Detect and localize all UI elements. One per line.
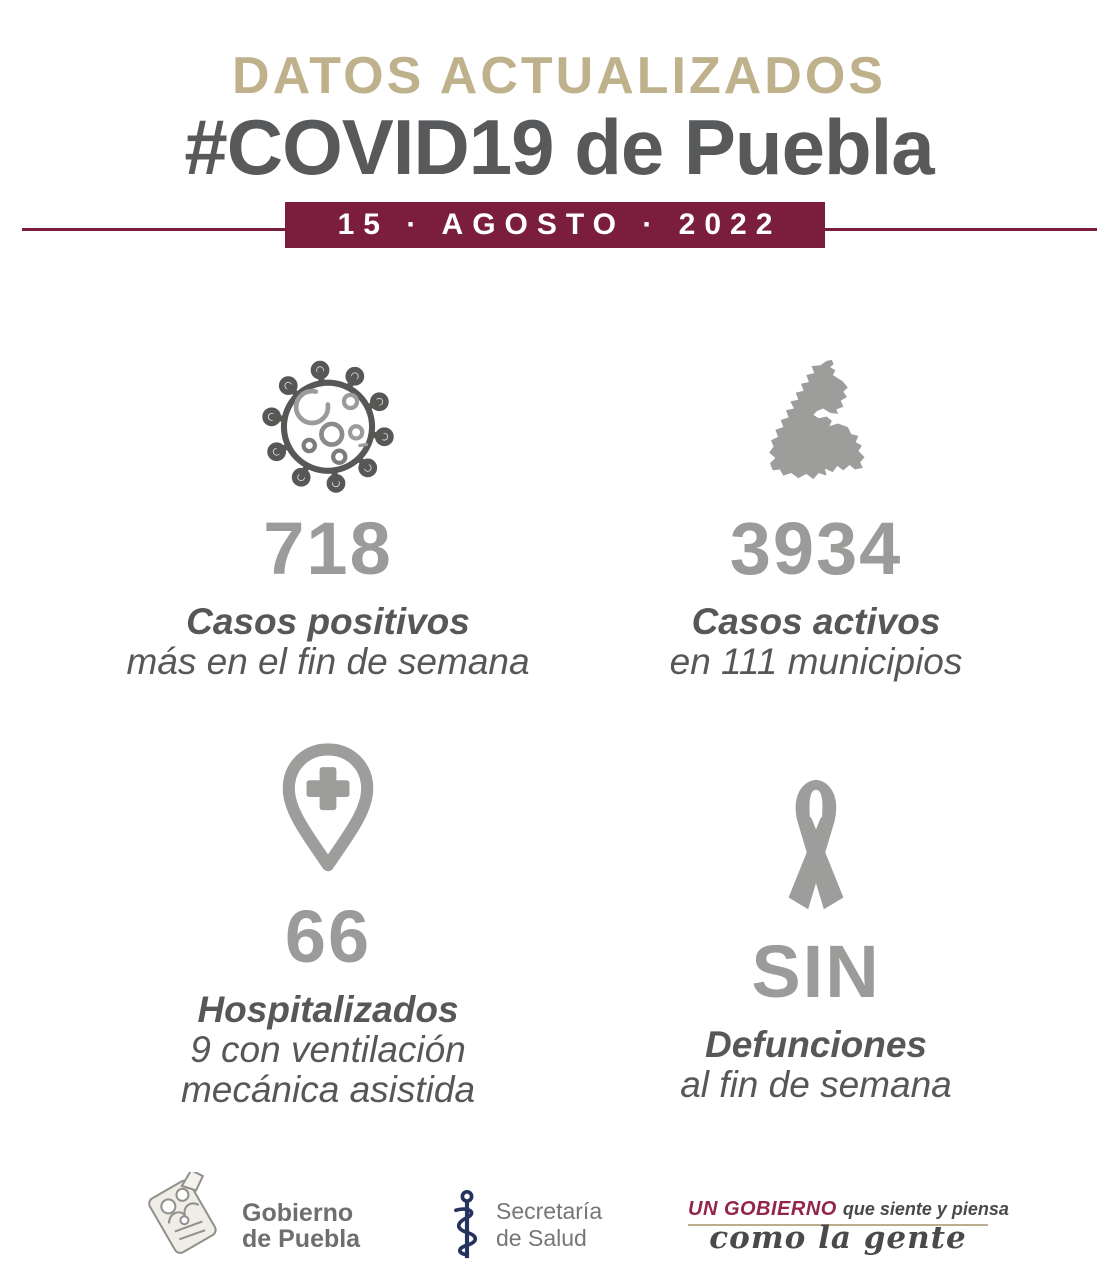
virus-icon <box>88 348 568 498</box>
defunciones-label: Defunciones <box>704 1024 928 1065</box>
salud-line2: de Salud <box>496 1225 587 1251</box>
stat-defunciones <box>576 736 1056 1105</box>
slogan-que-siente: que siente y piensa <box>842 1199 1009 1219</box>
positivos-label: Casos positivos <box>186 601 470 642</box>
activos-sublabel: en 111 municipios <box>669 641 963 682</box>
gobierno-line1: Gobierno <box>242 1199 354 1227</box>
hospitalizados-sublabel-1: 9 con ventilación <box>190 1029 466 1070</box>
hospital-pin-icon <box>88 736 568 886</box>
gobierno-puebla-logo <box>136 1172 360 1267</box>
hospitalizados-label: Hospitalizados <box>197 989 459 1030</box>
stat-hospitalizados <box>88 736 568 1110</box>
defunciones-sublabel: al fin de semana <box>680 1064 952 1105</box>
stat-casos-activos <box>576 348 1056 682</box>
hospitalizados-sublabel-2: mecánica asistida <box>180 1069 476 1110</box>
hospitalizados-value: 66 <box>284 895 372 978</box>
slogan-un-gobierno: UN GOBIERNO <box>688 1198 837 1220</box>
stat-casos-positivos <box>88 348 568 682</box>
secretaria-salud-logo <box>450 1190 602 1265</box>
asclepius-staff-icon <box>450 1190 484 1265</box>
positivos-sublabel: más en el fin de semana <box>126 641 530 682</box>
defunciones-value: SIN <box>751 930 881 1013</box>
positivos-value: 718 <box>263 507 393 590</box>
gobierno-puebla-emblem-icon <box>136 1172 236 1267</box>
activos-label: Casos activos <box>691 601 941 642</box>
slogan-como-la-gente: como la gente <box>709 1220 967 1256</box>
kicker-title: DATOS ACTUALIZADOS <box>232 47 886 105</box>
activos-value: 3934 <box>729 507 903 590</box>
government-slogan <box>688 1198 1009 1256</box>
salud-line1: Secretaría <box>496 1198 603 1224</box>
puebla-map-icon <box>576 348 1056 498</box>
page-title: #COVID19 de Puebla <box>184 103 934 191</box>
gobierno-line2: de Puebla <box>242 1225 361 1253</box>
mourning-ribbon-icon <box>576 736 1056 921</box>
date-banner: 15 · AGOSTO · 2022 <box>285 202 825 248</box>
